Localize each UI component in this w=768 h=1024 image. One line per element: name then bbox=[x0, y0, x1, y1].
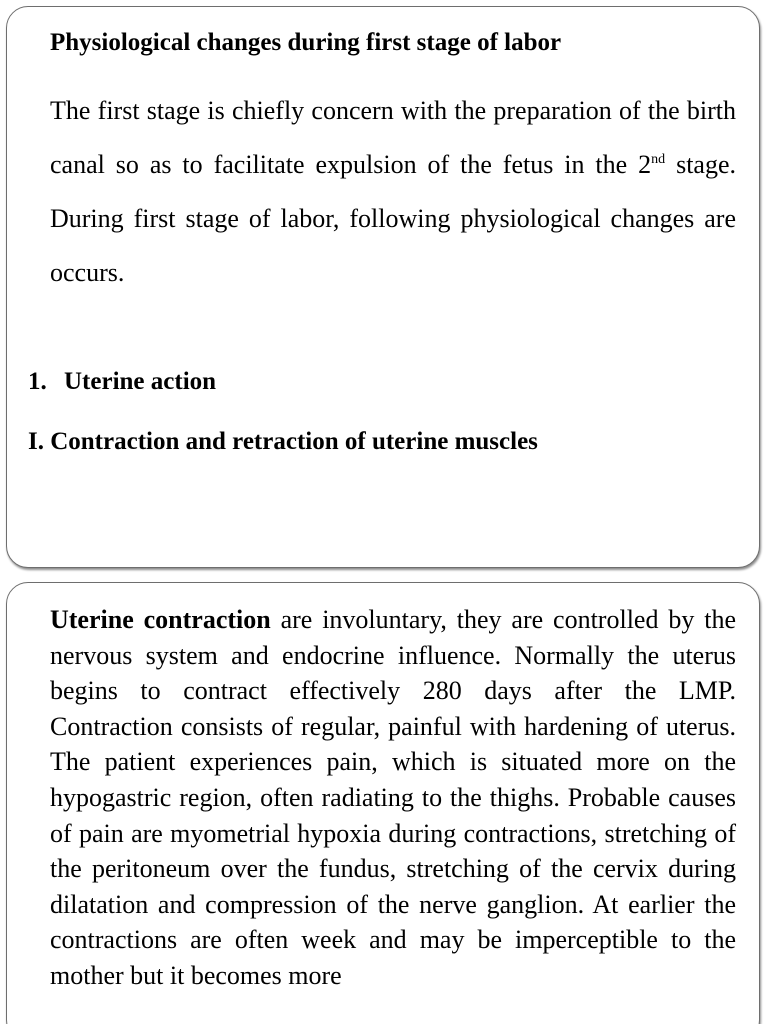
intro-paragraph bbox=[50, 84, 736, 300]
intro-text-part1: The first stage is chiefly concern with the preparation of the birth canal so as to facilitate expulsion of the fetus in the 2 bbox=[50, 96, 736, 179]
paragraph-text: are involuntary, they are controlled by the nervous system and endocrine influence. Normally the uterus begins to contract effectively 280 days after the LMP. Contraction consists of regular, painful with hardening of uterus. The patient experiences pain, which is situated more on the hypogastric region, often radiating to the thighs. Probable causes of pain are myometrial hypoxia during contractions, stretching of the peritoneum over the fundus, stretching of the cervix during dilatation and compression of the nerve ganglion. At earlier the contractions are often week and may be imperceptible to the mother but it becomes more bbox=[50, 605, 736, 990]
contraction-paragraph bbox=[50, 602, 736, 994]
intro-text-part2: stage. During first stage of labor, following physiological changes are occurs. bbox=[50, 150, 736, 287]
slide-title: Physiological changes during first stage of labor bbox=[50, 29, 562, 56]
slide-1 bbox=[6, 6, 760, 568]
ordinal-superscript: nd bbox=[651, 152, 666, 167]
list-item-number: 1. bbox=[28, 368, 47, 395]
bold-lead-term: Uterine contraction bbox=[50, 605, 271, 634]
list-item-uterine-action bbox=[28, 368, 216, 396]
list-item-label: Uterine action bbox=[64, 368, 217, 395]
slide-2 bbox=[6, 582, 760, 1024]
subheading-contraction-retraction: I. Contraction and retraction of uterine muscles bbox=[28, 428, 538, 455]
